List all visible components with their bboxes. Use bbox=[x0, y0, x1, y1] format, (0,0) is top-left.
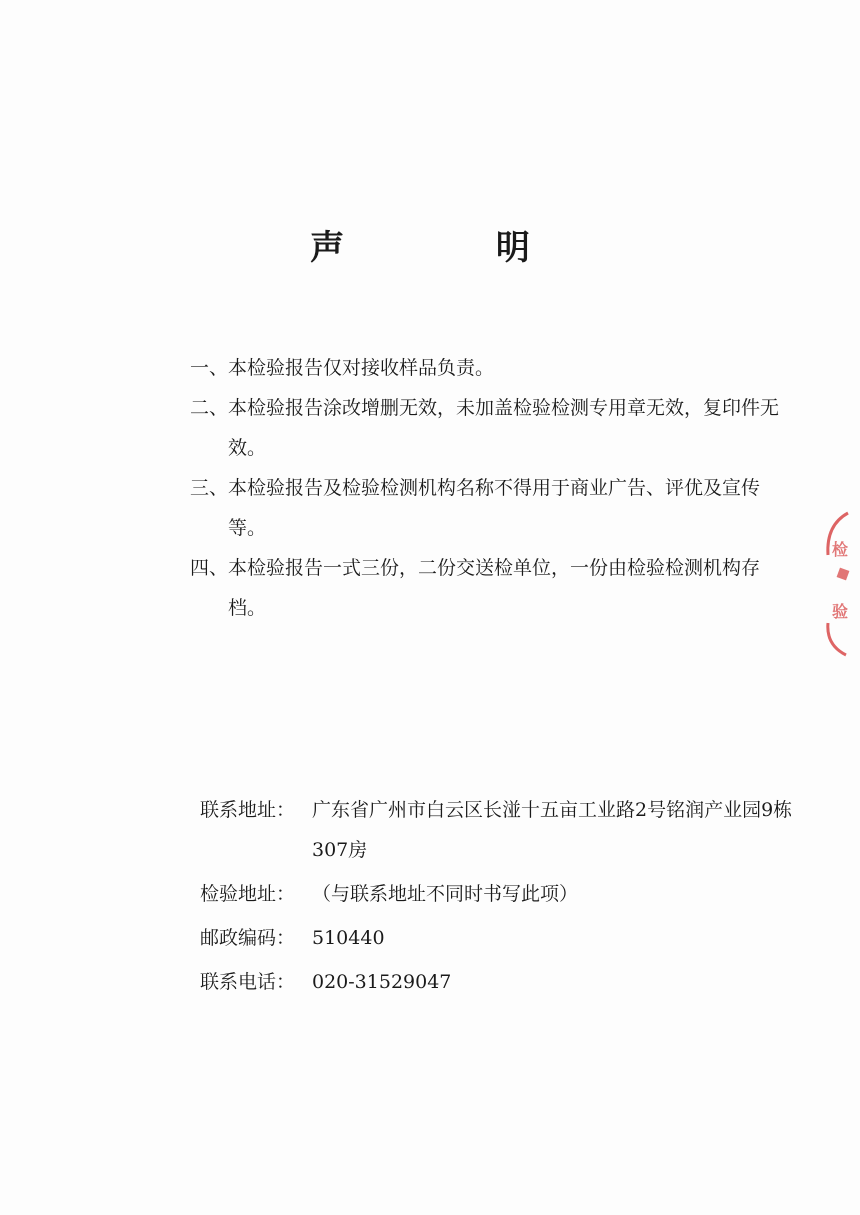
clause-number: 一、 bbox=[190, 357, 229, 379]
inspection-address-row bbox=[200, 874, 800, 914]
clause-text: 本检验报告及检验检测机构名称不得用于商业广告、评优及宣传等。 bbox=[228, 477, 761, 539]
contact-label: 检验地址： bbox=[200, 883, 296, 905]
phone-row bbox=[200, 962, 800, 1002]
clause-number: 三、 bbox=[190, 477, 229, 499]
contact-label: 联系地址： bbox=[200, 799, 296, 821]
contact-info bbox=[200, 790, 800, 1006]
clause-number: 二、 bbox=[190, 397, 229, 419]
clause-text: 本检验报告一式三份，二份交送检单位，一份由检验检测机构存档。 bbox=[228, 557, 761, 619]
contact-label: 邮政编码： bbox=[200, 927, 296, 949]
contact-label: 联系电话： bbox=[200, 971, 296, 993]
contact-value: （与联系地址不同时书写此项） bbox=[312, 883, 579, 905]
contact-value: 510440 bbox=[312, 927, 385, 949]
clause-item bbox=[190, 548, 790, 628]
seal-stamp-icon bbox=[818, 505, 860, 665]
postal-code-row bbox=[200, 918, 800, 958]
document-title: 声 明 bbox=[310, 228, 600, 268]
seal-glyph: 验 bbox=[832, 602, 849, 621]
clause-text: 本检验报告涂改增删无效，未加盖检验检测专用章无效，复印件无效。 bbox=[228, 397, 780, 459]
seal-glyph: 检 bbox=[832, 540, 849, 559]
clause-item bbox=[190, 388, 790, 468]
clause-item bbox=[190, 468, 790, 548]
contact-value: 020-31529047 bbox=[312, 971, 452, 993]
clause-text: 本检验报告仅对接收样品负责。 bbox=[228, 357, 495, 379]
clause-number: 四、 bbox=[190, 557, 229, 579]
clause-item bbox=[190, 348, 790, 388]
clause-list bbox=[190, 348, 790, 628]
contact-value: 广东省广州市白云区长湴十五亩工业路2号铭润产业园9栋307房 bbox=[312, 799, 793, 861]
contact-address-row bbox=[200, 790, 800, 870]
